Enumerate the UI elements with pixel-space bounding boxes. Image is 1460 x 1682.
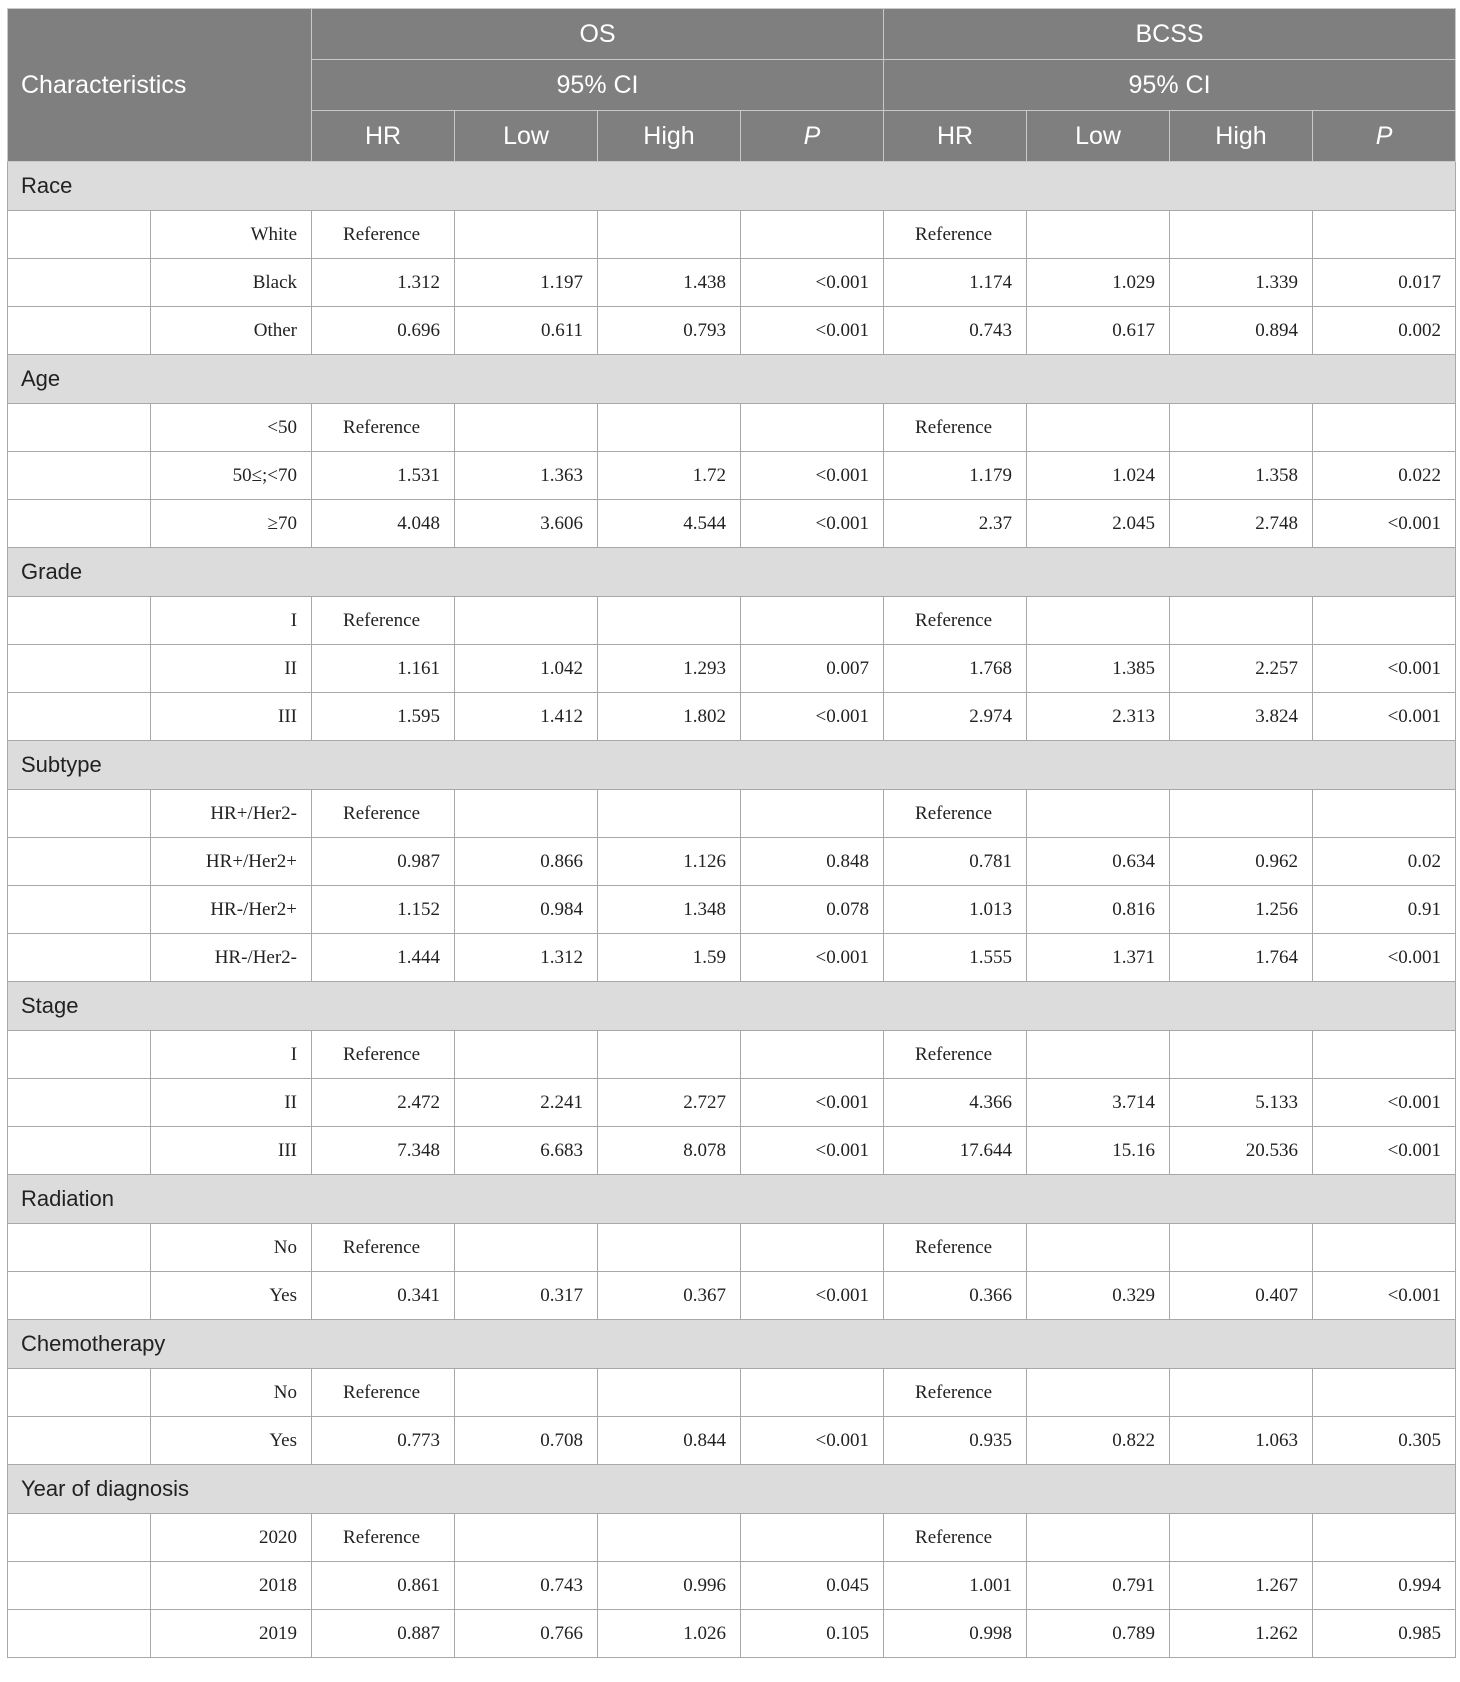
row-label: HR-/Her2- [151, 934, 312, 982]
value-cell [1170, 790, 1313, 838]
value-cell: 1.024 [1027, 452, 1170, 500]
value-cell: 0.996 [598, 1562, 741, 1610]
row-label: HR-/Her2+ [151, 886, 312, 934]
value-cell: 1.412 [455, 693, 598, 741]
value-cell: 1.444 [312, 934, 455, 982]
value-cell: 1.438 [598, 259, 741, 307]
value-cell [1027, 1514, 1170, 1562]
value-cell: Reference [312, 790, 455, 838]
value-cell: 0.91 [1313, 886, 1456, 934]
indent-cell [8, 1610, 151, 1658]
value-cell: 0.984 [455, 886, 598, 934]
value-cell: Reference [884, 211, 1027, 259]
table-row [8, 1079, 1456, 1127]
table-row [8, 1514, 1456, 1562]
value-cell: 0.617 [1027, 307, 1170, 355]
table-row [8, 645, 1456, 693]
value-cell: <0.001 [741, 500, 884, 548]
value-cell: 1.174 [884, 259, 1027, 307]
value-cell [741, 790, 884, 838]
value-cell: 0.329 [1027, 1272, 1170, 1320]
group-label: Chemotherapy [8, 1320, 1456, 1369]
table-row [8, 1224, 1456, 1272]
group-row [8, 741, 1456, 790]
value-cell [1027, 790, 1170, 838]
group-row [8, 1465, 1456, 1514]
value-cell: 1.555 [884, 934, 1027, 982]
value-cell: 2.472 [312, 1079, 455, 1127]
value-cell: 1.029 [1027, 259, 1170, 307]
value-cell: 0.045 [741, 1562, 884, 1610]
row-label: I [151, 1031, 312, 1079]
table-row [8, 307, 1456, 355]
value-cell: 0.078 [741, 886, 884, 934]
value-cell [598, 597, 741, 645]
value-cell [455, 597, 598, 645]
indent-cell [8, 838, 151, 886]
value-cell: 0.994 [1313, 1562, 1456, 1610]
value-cell: 0.743 [455, 1562, 598, 1610]
value-cell: Reference [312, 404, 455, 452]
group-label: Stage [8, 982, 1456, 1031]
value-cell: 1.595 [312, 693, 455, 741]
value-cell: 1.197 [455, 259, 598, 307]
group-row [8, 1175, 1456, 1224]
value-cell: 2.748 [1170, 500, 1313, 548]
value-cell: 0.022 [1313, 452, 1456, 500]
value-cell: 0.317 [455, 1272, 598, 1320]
value-cell: <0.001 [741, 452, 884, 500]
value-cell: 1.256 [1170, 886, 1313, 934]
value-cell: <0.001 [1313, 645, 1456, 693]
value-cell: 1.042 [455, 645, 598, 693]
table-row [8, 1272, 1456, 1320]
group-row [8, 982, 1456, 1031]
group-row [8, 162, 1456, 211]
value-cell: 0.366 [884, 1272, 1027, 1320]
indent-cell [8, 1224, 151, 1272]
value-cell: 0.844 [598, 1417, 741, 1465]
value-cell: Reference [312, 1514, 455, 1562]
value-cell: 1.262 [1170, 1610, 1313, 1658]
value-cell: Reference [884, 1369, 1027, 1417]
value-cell: 1.59 [598, 934, 741, 982]
value-cell [741, 1031, 884, 1079]
value-cell: 15.16 [1027, 1127, 1170, 1175]
table-row [8, 838, 1456, 886]
value-cell: 0.793 [598, 307, 741, 355]
value-cell: 0.696 [312, 307, 455, 355]
value-cell: 8.078 [598, 1127, 741, 1175]
table-row [8, 1031, 1456, 1079]
column-header: Low [455, 111, 598, 162]
value-cell: 0.02 [1313, 838, 1456, 886]
row-label: 2018 [151, 1562, 312, 1610]
value-cell: 17.644 [884, 1127, 1027, 1175]
value-cell [598, 404, 741, 452]
value-cell: 1.363 [455, 452, 598, 500]
value-cell: 1.161 [312, 645, 455, 693]
value-cell [1027, 211, 1170, 259]
indent-cell [8, 307, 151, 355]
value-cell: 20.536 [1170, 1127, 1313, 1175]
value-cell [455, 404, 598, 452]
value-cell: 1.013 [884, 886, 1027, 934]
value-cell [1170, 1031, 1313, 1079]
value-cell: 0.789 [1027, 1610, 1170, 1658]
indent-cell [8, 1369, 151, 1417]
indent-cell [8, 934, 151, 982]
group-row [8, 548, 1456, 597]
value-cell: 1.358 [1170, 452, 1313, 500]
value-cell: Reference [884, 597, 1027, 645]
value-cell [1027, 1369, 1170, 1417]
value-cell: <0.001 [741, 693, 884, 741]
value-cell [1313, 597, 1456, 645]
table-row [8, 790, 1456, 838]
value-cell: <0.001 [741, 307, 884, 355]
value-cell: 5.133 [1170, 1079, 1313, 1127]
value-cell: 0.105 [741, 1610, 884, 1658]
value-cell: 1.764 [1170, 934, 1313, 982]
table-row [8, 886, 1456, 934]
value-cell: 3.606 [455, 500, 598, 548]
value-cell: 1.026 [598, 1610, 741, 1658]
value-cell [598, 1369, 741, 1417]
group-label: Radiation [8, 1175, 1456, 1224]
value-cell [1027, 404, 1170, 452]
value-cell: Reference [312, 1031, 455, 1079]
indent-cell [8, 452, 151, 500]
indent-cell [8, 597, 151, 645]
characteristics-header: Characteristics [8, 9, 312, 162]
value-cell: <0.001 [741, 1079, 884, 1127]
value-cell: 0.791 [1027, 1562, 1170, 1610]
value-cell: 0.781 [884, 838, 1027, 886]
value-cell: 0.611 [455, 307, 598, 355]
group-label: Age [8, 355, 1456, 404]
value-cell: 2.974 [884, 693, 1027, 741]
value-cell: <0.001 [1313, 1272, 1456, 1320]
table-row [8, 259, 1456, 307]
row-label: Yes [151, 1417, 312, 1465]
indent-cell [8, 500, 151, 548]
table-row [8, 211, 1456, 259]
value-cell: 2.313 [1027, 693, 1170, 741]
value-cell [598, 211, 741, 259]
value-cell: 1.72 [598, 452, 741, 500]
value-cell: 0.985 [1313, 1610, 1456, 1658]
value-cell: 0.708 [455, 1417, 598, 1465]
value-cell [598, 1514, 741, 1562]
value-cell: Reference [884, 1224, 1027, 1272]
indent-cell [8, 1127, 151, 1175]
value-cell: 0.935 [884, 1417, 1027, 1465]
value-cell: 1.531 [312, 452, 455, 500]
value-cell: 0.887 [312, 1610, 455, 1658]
value-cell: <0.001 [741, 259, 884, 307]
value-cell: 0.367 [598, 1272, 741, 1320]
value-cell: Reference [312, 211, 455, 259]
value-cell: 0.866 [455, 838, 598, 886]
value-cell: 0.816 [1027, 886, 1170, 934]
value-cell: 2.727 [598, 1079, 741, 1127]
table-row [8, 597, 1456, 645]
value-cell [598, 1224, 741, 1272]
group-label: Grade [8, 548, 1456, 597]
value-cell: 4.048 [312, 500, 455, 548]
results-table-container [7, 8, 1454, 1658]
value-cell [1313, 404, 1456, 452]
row-label: I [151, 597, 312, 645]
value-cell: 1.339 [1170, 259, 1313, 307]
table-row [8, 934, 1456, 982]
value-cell: <0.001 [1313, 1127, 1456, 1175]
table-row [8, 1127, 1456, 1175]
value-cell: 0.766 [455, 1610, 598, 1658]
value-cell: 1.126 [598, 838, 741, 886]
row-label: 2019 [151, 1610, 312, 1658]
row-label: ≥70 [151, 500, 312, 548]
value-cell [598, 790, 741, 838]
value-cell: 0.407 [1170, 1272, 1313, 1320]
row-label: II [151, 645, 312, 693]
value-cell: 4.544 [598, 500, 741, 548]
row-label: Yes [151, 1272, 312, 1320]
indent-cell [8, 1031, 151, 1079]
value-cell: 0.017 [1313, 259, 1456, 307]
value-cell: <0.001 [1313, 500, 1456, 548]
column-header: High [1170, 111, 1313, 162]
table-row [8, 1562, 1456, 1610]
os-header: OS [312, 9, 884, 60]
value-cell: 1.371 [1027, 934, 1170, 982]
value-cell: 2.257 [1170, 645, 1313, 693]
row-label: Black [151, 259, 312, 307]
row-label: 2020 [151, 1514, 312, 1562]
column-header: P [1313, 111, 1456, 162]
column-header: P [741, 111, 884, 162]
value-cell [1313, 1514, 1456, 1562]
column-header: HR [312, 111, 455, 162]
value-cell [1027, 1224, 1170, 1272]
value-cell: 1.312 [312, 259, 455, 307]
value-cell [1170, 404, 1313, 452]
table-row [8, 1610, 1456, 1658]
row-label: III [151, 693, 312, 741]
value-cell: <0.001 [1313, 934, 1456, 982]
value-cell: Reference [884, 1514, 1027, 1562]
value-cell [1170, 211, 1313, 259]
value-cell: Reference [312, 1369, 455, 1417]
value-cell: Reference [884, 404, 1027, 452]
value-cell [1170, 1224, 1313, 1272]
group-label: Year of diagnosis [8, 1465, 1456, 1514]
value-cell [455, 1031, 598, 1079]
row-label: HR+/Her2+ [151, 838, 312, 886]
value-cell: 7.348 [312, 1127, 455, 1175]
value-cell: 1.001 [884, 1562, 1027, 1610]
value-cell: 0.773 [312, 1417, 455, 1465]
value-cell: 2.045 [1027, 500, 1170, 548]
indent-cell [8, 1562, 151, 1610]
value-cell: 0.634 [1027, 838, 1170, 886]
value-cell [455, 1514, 598, 1562]
value-cell [1313, 1224, 1456, 1272]
value-cell: Reference [312, 1224, 455, 1272]
value-cell [455, 1224, 598, 1272]
row-label: Other [151, 307, 312, 355]
value-cell: 2.37 [884, 500, 1027, 548]
value-cell: 1.152 [312, 886, 455, 934]
value-cell [598, 1031, 741, 1079]
indent-cell [8, 1514, 151, 1562]
row-label: 50≤;<70 [151, 452, 312, 500]
value-cell: 0.341 [312, 1272, 455, 1320]
indent-cell [8, 211, 151, 259]
value-cell [1027, 597, 1170, 645]
value-cell: <0.001 [741, 934, 884, 982]
group-label: Race [8, 162, 1456, 211]
value-cell [1313, 211, 1456, 259]
value-cell [741, 1514, 884, 1562]
column-header: High [598, 111, 741, 162]
value-cell: 0.861 [312, 1562, 455, 1610]
row-label: <50 [151, 404, 312, 452]
indent-cell [8, 1079, 151, 1127]
table-row [8, 404, 1456, 452]
value-cell: 0.998 [884, 1610, 1027, 1658]
value-cell [1313, 1369, 1456, 1417]
value-cell: Reference [312, 597, 455, 645]
table-row [8, 452, 1456, 500]
value-cell: 6.683 [455, 1127, 598, 1175]
value-cell: 1.348 [598, 886, 741, 934]
indent-cell [8, 645, 151, 693]
value-cell: <0.001 [1313, 693, 1456, 741]
value-cell: 0.848 [741, 838, 884, 886]
value-cell [1313, 1031, 1456, 1079]
table-header [8, 9, 1456, 162]
value-cell: 1.312 [455, 934, 598, 982]
value-cell: 3.714 [1027, 1079, 1170, 1127]
value-cell: 0.305 [1313, 1417, 1456, 1465]
column-header: Low [1027, 111, 1170, 162]
indent-cell [8, 259, 151, 307]
value-cell: 4.366 [884, 1079, 1027, 1127]
value-cell: 0.894 [1170, 307, 1313, 355]
value-cell [1027, 1031, 1170, 1079]
value-cell [455, 790, 598, 838]
value-cell: 1.802 [598, 693, 741, 741]
row-label: HR+/Her2- [151, 790, 312, 838]
value-cell: <0.001 [1313, 1079, 1456, 1127]
indent-cell [8, 404, 151, 452]
value-cell: 3.824 [1170, 693, 1313, 741]
value-cell [741, 1224, 884, 1272]
os-ci-header: 95% CI [312, 60, 884, 111]
group-label: Subtype [8, 741, 1456, 790]
value-cell: 0.002 [1313, 307, 1456, 355]
value-cell [741, 597, 884, 645]
value-cell: Reference [884, 1031, 1027, 1079]
value-cell: 0.743 [884, 307, 1027, 355]
group-row [8, 355, 1456, 404]
row-label: No [151, 1369, 312, 1417]
value-cell: 0.962 [1170, 838, 1313, 886]
value-cell: 0.007 [741, 645, 884, 693]
value-cell: 0.987 [312, 838, 455, 886]
indent-cell [8, 1272, 151, 1320]
row-label: White [151, 211, 312, 259]
table-row [8, 693, 1456, 741]
value-cell [1170, 1369, 1313, 1417]
value-cell: <0.001 [741, 1127, 884, 1175]
group-row [8, 1320, 1456, 1369]
value-cell [1170, 597, 1313, 645]
value-cell: 2.241 [455, 1079, 598, 1127]
table-row [8, 1369, 1456, 1417]
value-cell [455, 211, 598, 259]
indent-cell [8, 693, 151, 741]
value-cell [741, 1369, 884, 1417]
value-cell: <0.001 [741, 1272, 884, 1320]
row-label: No [151, 1224, 312, 1272]
value-cell [1170, 1514, 1313, 1562]
table-row [8, 500, 1456, 548]
value-cell: 1.179 [884, 452, 1027, 500]
value-cell: 1.385 [1027, 645, 1170, 693]
table-body [8, 162, 1456, 1658]
bcss-ci-header: 95% CI [884, 60, 1456, 111]
value-cell [741, 211, 884, 259]
value-cell: 1.293 [598, 645, 741, 693]
value-cell [455, 1369, 598, 1417]
value-cell [1313, 790, 1456, 838]
value-cell [741, 404, 884, 452]
hazard-ratio-table [7, 8, 1456, 1658]
indent-cell [8, 886, 151, 934]
indent-cell [8, 1417, 151, 1465]
column-header: HR [884, 111, 1027, 162]
value-cell: 1.768 [884, 645, 1027, 693]
table-row [8, 1417, 1456, 1465]
value-cell: <0.001 [741, 1417, 884, 1465]
bcss-header: BCSS [884, 9, 1456, 60]
indent-cell [8, 790, 151, 838]
row-label: III [151, 1127, 312, 1175]
value-cell: 1.267 [1170, 1562, 1313, 1610]
value-cell: 1.063 [1170, 1417, 1313, 1465]
value-cell: Reference [884, 790, 1027, 838]
value-cell: 0.822 [1027, 1417, 1170, 1465]
row-label: II [151, 1079, 312, 1127]
